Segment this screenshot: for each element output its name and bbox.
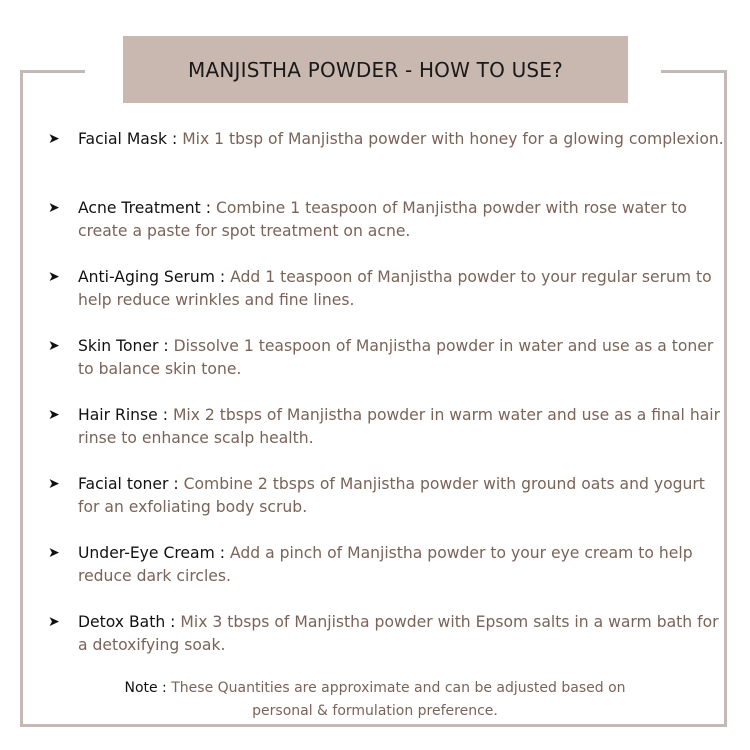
list-item	[46, 128, 726, 197]
arrow-bullet-icon: ➤	[48, 407, 60, 423]
item-text: Dissolve 1 teaspoon of Manjistha powder in water and use as a toner to balance skin tone.	[78, 337, 714, 378]
item-text: Mix 1 tbsp of Manjistha powder with honey for a glowing complexion.	[182, 130, 724, 148]
frame-top-right-line	[661, 70, 727, 73]
item-text: Add 1 teaspoon of Manjistha powder to your regular serum to help reduce wrinkles and fine lines.	[78, 268, 712, 309]
item-label: Skin Toner :	[78, 337, 169, 355]
item-label: Facial Mask :	[78, 130, 178, 148]
arrow-bullet-icon: ➤	[48, 338, 60, 354]
item-label: Hair Rinse :	[78, 406, 168, 424]
item-label: Facial toner :	[78, 475, 179, 493]
note-line-1: These Quantities are approximate and can be adjusted based on	[171, 680, 626, 696]
item-text: Combine 1 teaspoon of Manjistha powder with rose water to create a paste for spot treatment on acne.	[78, 199, 687, 240]
item-label: Acne Treatment :	[78, 199, 211, 217]
arrow-bullet-icon: ➤	[48, 269, 60, 285]
item-label: Under-Eye Cream :	[78, 544, 225, 562]
arrow-bullet-icon: ➤	[48, 476, 60, 492]
note-line-2: personal & formulation preference.	[252, 703, 498, 719]
item-text: Mix 2 tbsps of Manjistha powder in warm water and use as a final hair rinse to enhance scalp health.	[78, 406, 721, 447]
item-text: Combine 2 tbsps of Manjistha powder with ground oats and yogurt for an exfoliating body scrub.	[78, 475, 705, 516]
item-text: Add a pinch of Manjistha powder to your eye cream to help reduce dark circles.	[78, 544, 693, 585]
list-item	[46, 197, 726, 266]
list-item	[46, 542, 726, 611]
list-item	[46, 335, 726, 404]
arrow-bullet-icon: ➤	[48, 131, 60, 147]
arrow-bullet-icon: ➤	[48, 614, 60, 630]
note-label: Note :	[124, 680, 167, 696]
list-item	[46, 611, 726, 680]
arrow-bullet-icon: ➤	[48, 200, 60, 216]
note	[90, 677, 660, 723]
usage-list	[46, 128, 726, 680]
arrow-bullet-icon: ➤	[48, 545, 60, 561]
list-item	[46, 404, 726, 473]
list-item	[46, 473, 726, 542]
page-title: MANJISTHA POWDER - HOW TO USE?	[123, 36, 628, 103]
item-label: Anti-Aging Serum :	[78, 268, 226, 286]
item-text: Mix 3 tbsps of Manjistha powder with Epsom salts in a warm bath for a detoxifying soak.	[78, 613, 719, 654]
list-item	[46, 266, 726, 335]
frame-top-left-line	[20, 70, 85, 73]
item-label: Detox Bath :	[78, 613, 176, 631]
